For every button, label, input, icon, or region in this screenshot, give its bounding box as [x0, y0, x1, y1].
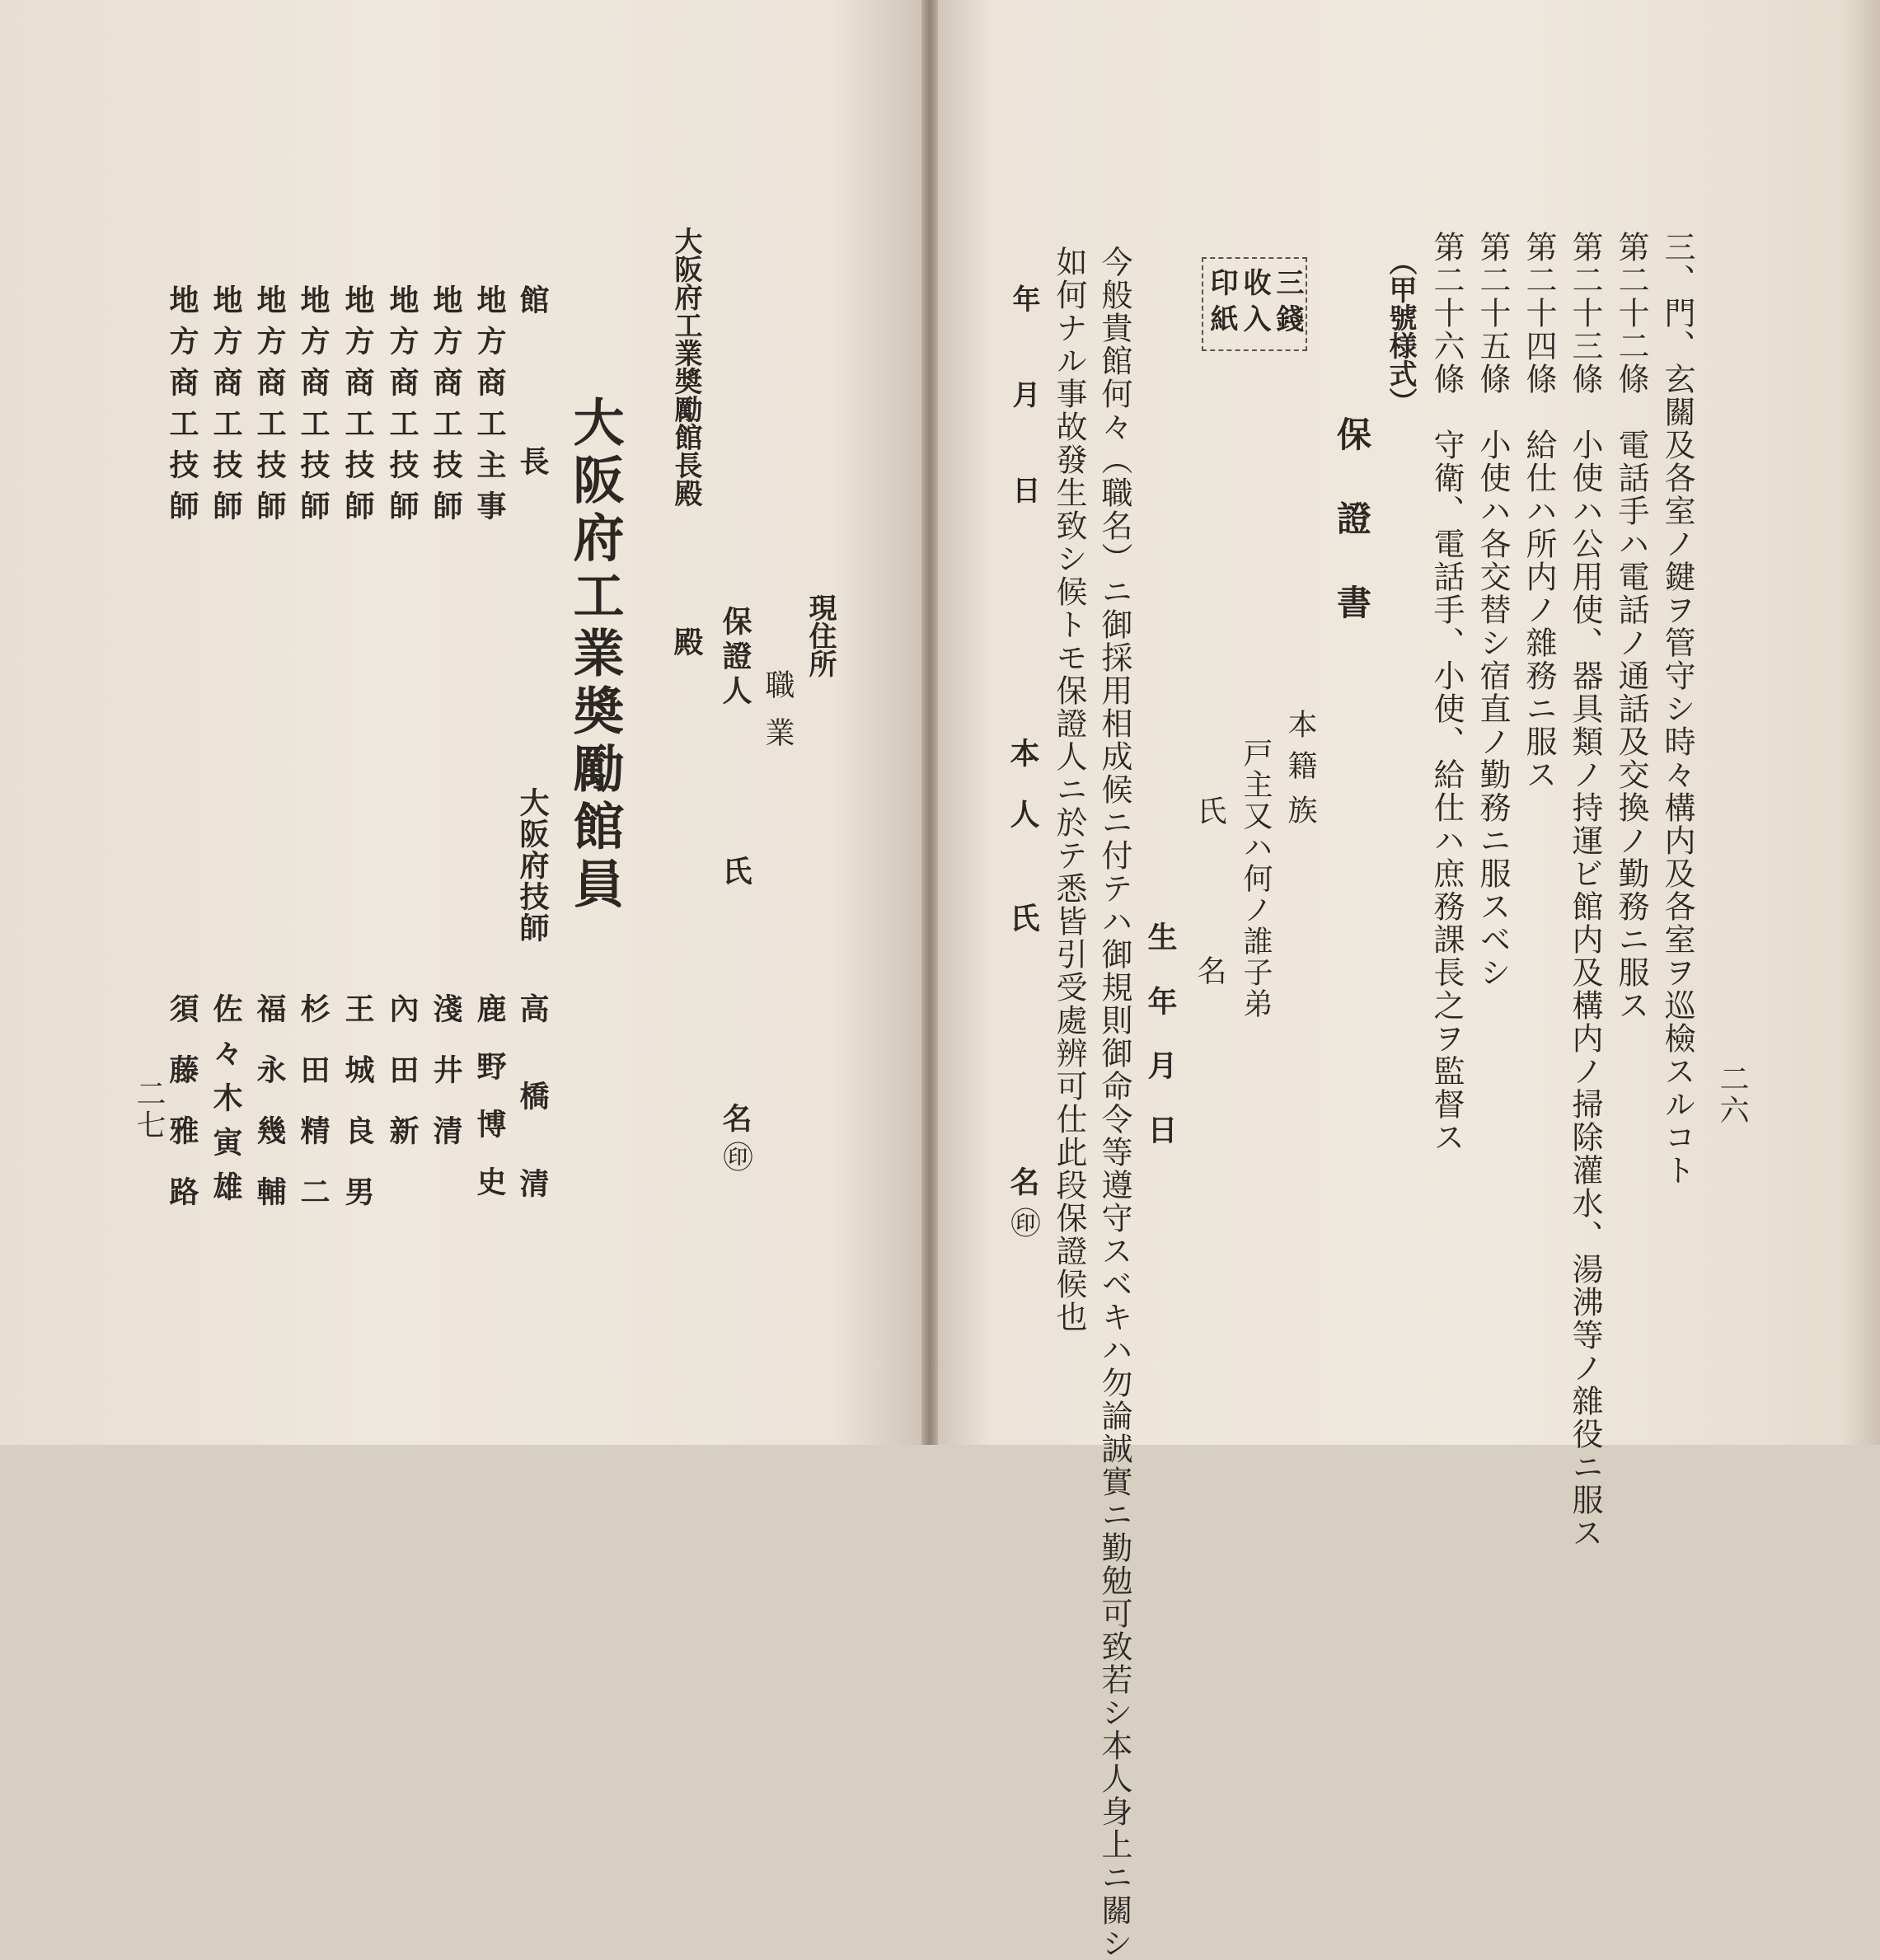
guarantor-residence: 現住所 — [804, 593, 837, 678]
stamp-line-2: 收入 — [1238, 268, 1271, 340]
guarantor-shi: 氏 — [718, 856, 752, 887]
staff-0-name: 高橋清 — [515, 993, 550, 1255]
stamp-line-3: 印紙 — [1205, 268, 1238, 340]
staff-3-title: 地方商工技師 — [385, 284, 420, 532]
guarantor-seal-mark: ㊞ — [719, 1142, 752, 1173]
staff-3-name: 內田新 — [385, 993, 420, 1176]
staff-1-name: 鹿野博史 — [472, 993, 507, 1224]
shimei-label: 氏名 — [1193, 795, 1226, 1115]
staff-7-title: 地方商工技師 — [209, 284, 243, 532]
honnin-seal-mark: ㊞ — [1006, 1207, 1040, 1239]
staff-1-title: 地方商工主事 — [472, 284, 507, 532]
staff-2-name: 淺井清 — [429, 993, 463, 1176]
form-label: （甲號様式） — [1384, 247, 1417, 415]
staff-0-sub: 大阪府技師 — [515, 787, 550, 944]
staff-0-title: 館長 — [515, 284, 550, 607]
honnin-mei: 名 — [1006, 1166, 1040, 1198]
page-number-right: 二六 — [1715, 1063, 1749, 1126]
article-26: 第二十六條 守衛、電話手、小使、給仕ハ庶務課長之ヲ監督ス — [1428, 231, 1465, 1154]
page-number-left: 二七 — [132, 1078, 166, 1141]
honnin-label: 本人 — [1006, 738, 1040, 860]
staff-4-title: 地方商工技師 — [340, 284, 375, 532]
guarantee-body-1: 今般貴館何々（職名）ニ御採用相成候ニ付テハ御規則御命令等遵守スベキハ勿論誠實ニ勤勉可致若シ本人身上ニ關シ — [1096, 246, 1132, 1960]
addressee-den: 殿 — [669, 626, 704, 658]
guarantor-mei: 名 — [718, 1103, 752, 1134]
birthdate-label: 生年月日 — [1143, 921, 1178, 1179]
form-title: 保證書 — [1332, 416, 1372, 668]
article-24: 第二十四條 給仕ハ所内ノ雜務ニ服ス — [1521, 231, 1557, 791]
stamp-line-1: 三錢 — [1271, 268, 1304, 340]
staff-4-name: 王城良男 — [340, 993, 375, 1237]
zoku-label: 族 — [1283, 795, 1317, 826]
guarantor-label: 保證人 — [718, 606, 752, 710]
staff-7-name: 佐々木寅雄 — [209, 993, 243, 1216]
staff-8-title: 地方商工技師 — [165, 284, 199, 532]
article-23: 第二十三條 小使ハ公用使、器具類ノ持運ビ館内及構内ノ掃除灌水、湯沸等ノ雜役ニ服ス — [1567, 231, 1603, 1550]
article-25: 第二十五條 小使ハ各交替シ宿直ノ勤務ニ服スベシ — [1474, 231, 1511, 989]
staff-2-title: 地方商工技師 — [429, 284, 463, 532]
date-label: 年月日 — [1007, 284, 1040, 571]
honseki-label: 本籍 — [1283, 709, 1317, 791]
honnin-shi: 氏 — [1006, 903, 1040, 934]
staff-6-title: 地方商工技師 — [252, 284, 287, 532]
staff-5-name: 杉田精二 — [296, 993, 331, 1237]
rule-line-3: 三、門、玄關及各室ノ鍵ヲ管守シ時々構内及各室ヲ巡檢スルコト — [1659, 231, 1695, 1187]
article-22: 第二十二條 電話手ハ電話ノ通話及交換ノ勤務ニ服ス — [1613, 231, 1649, 1022]
staff-6-name: 福永幾輔 — [252, 993, 287, 1237]
staff-5-title: 地方商工技師 — [296, 284, 331, 532]
addressee: 大阪府工業奬勵館長殿 — [669, 227, 702, 507]
book-gutter — [921, 0, 938, 1445]
staff-8-name: 須藤雅路 — [165, 993, 199, 1237]
koshu-label: 戸主又ハ何ノ誰子弟 — [1239, 738, 1273, 1020]
guarantee-body-2: 如何ナル事故發生致シ候トモ保證人ニ於テ悉皆引受處辨可仕此段保證候也 — [1051, 246, 1087, 1334]
staff-title: 大阪府工業奬勵館員 — [565, 396, 625, 915]
guarantor-occupation: 職業 — [761, 669, 795, 765]
